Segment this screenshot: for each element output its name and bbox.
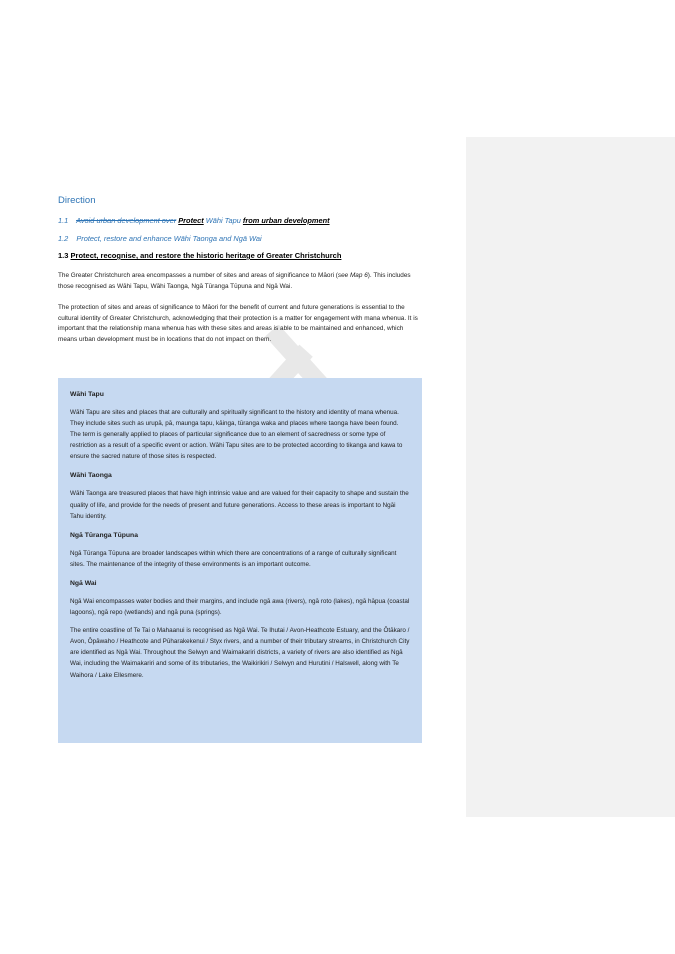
map-reference: see Map 6	[337, 272, 368, 279]
box-paragraph: Ngā Wai encompasses water bodies and their margins, and include ngā awa (rivers), ngā roto (lakes), ngā hāpua (coastal lagoons), ngā repo (wetlands) and ngā puna (springs).	[70, 597, 410, 617]
section-title: Protect, recognise, and restore the historic heritage of Greater Christchurch	[70, 251, 342, 260]
direction-heading: Direction	[58, 195, 96, 206]
section-number: 1.3	[58, 251, 69, 260]
box-paragraph: The entire coastline of Te Tai o Mahaanui is recognised as Ngā Wai. Te Ihutai / Avon-Heathcote Estuary, and the Ōtākaro / Avon, Ōpāwaho / Heathcote and Pūharakekenui / Styx rivers, and a number of their tributary streams, in Christchurch City are identified as Ngā Wai. Throughout the Selwyn and Waimakariri districts, a variety of rivers are also identified as Ngā Wai, including the Waimakariri and some of its tributaries, the Waikirikiri / Selwyn and Hurutini / Halswell, along with Te Waihora / Lake Ellesmere.	[70, 627, 410, 679]
objective-number: 1.2	[58, 234, 69, 243]
box-heading: Ngā Tūranga Tūpuna	[70, 531, 138, 539]
comment-margin-panel	[466, 137, 675, 817]
box-heading: Ngā Wai	[70, 579, 97, 587]
objective-1-1	[58, 216, 330, 225]
box-heading: Wāhi Tapu	[70, 391, 104, 398]
box-heading: Wāhi Taonga	[70, 472, 112, 480]
section-heading	[58, 251, 341, 260]
box-paragraph: Wāhi Tapu are sites and places that are culturally and spiritually significant to the history and identity of mana whenua. They include sites such as urupā, pā, maunga tapu, kāinga, tūranga waka and places where taonga have been found. The term is generally applied to places of particular significance due to an element of sacredness or some type of restriction as a result of a specific event or action. Wāhi Tapu sites are to be protected according to tikanga and kawa to ensure the sacred nature of those sites is respected.	[70, 409, 403, 461]
inserted-text: from urban development	[242, 216, 330, 225]
objective-text: Protect, restore and enhance Wāhi Taonga and Ngā Wai	[76, 234, 262, 243]
deleted-text: Avoid urban development over	[76, 216, 177, 225]
objective-number: 1.1	[58, 216, 69, 225]
definitions-box	[58, 378, 422, 743]
objective-text: Wāhi Tapu	[205, 216, 241, 225]
box-paragraph: Ngā Tūranga Tūpuna are broader landscapes within which there are concentrations of a range of culturally significant sites. The maintenance of the integrity of these environments is an important outcome.	[70, 549, 397, 568]
inserted-text: Protect	[178, 216, 204, 225]
objective-1-2	[58, 234, 262, 243]
paragraph-2: The protection of sites and areas of significance to Māori for the benefit of current and future generations is essential to the cultural identity of Greater Christchurch, acknowledging that their protection is a matter for engagement with mana whenua. It is important that the relationship mana whenua has with these sites and areas is able to be maintained and enhanced, which means urban development must be in locations that do not impact on them.	[58, 304, 418, 344]
paragraph-1: The Greater Christchurch area encompasses a number of sites and areas of significance to Māori (see Map 6). This includes those recognised as Wāhi Tapu, Wāhi Taonga, Ngā Tūranga Tūpuna and Ngā Wai.	[58, 272, 411, 290]
box-paragraph: Wāhi Taonga are treasured places that have high intrinsic value and are valued for their capacity to shape and sustain the quality of life, and provide for the needs of present and future generations. Access to these areas is important to Ngāi Tahu identity.	[70, 490, 409, 520]
